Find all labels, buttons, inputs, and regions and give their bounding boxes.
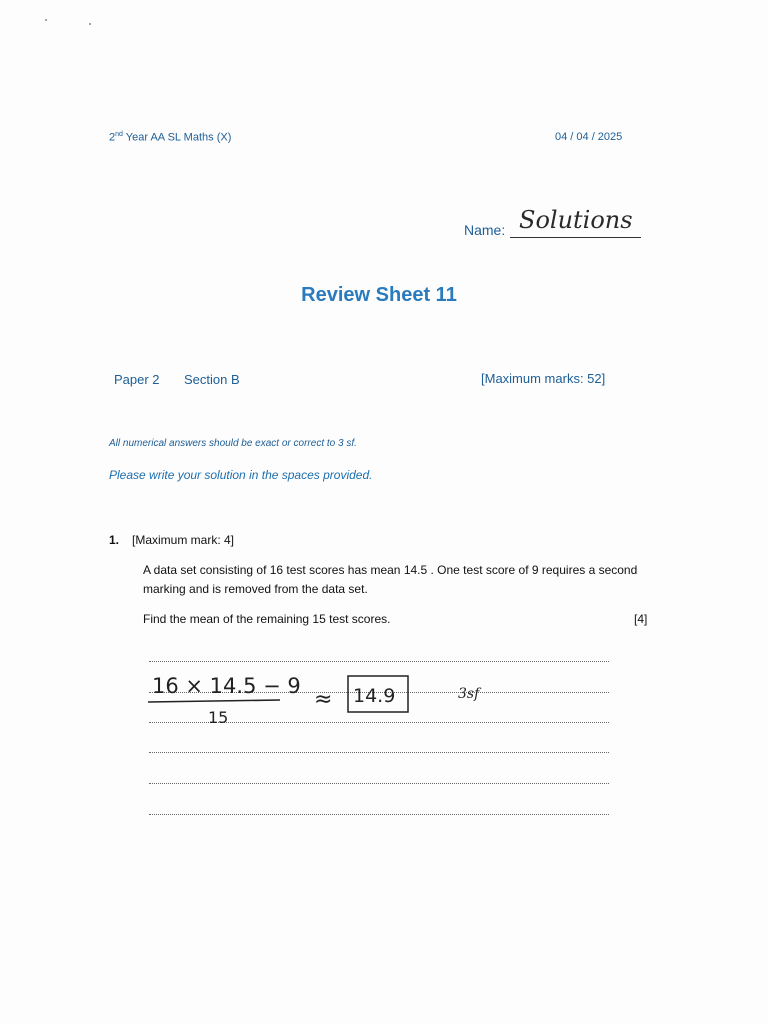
answer-line [149, 752, 609, 753]
instruction-space: Please write your solution in the spaces provided. [109, 468, 373, 482]
handwritten-solution [140, 660, 500, 730]
question-task: Find the mean of the remaining 15 test scores. [143, 612, 391, 626]
max-marks-label: [Maximum marks: 52] [481, 371, 606, 386]
question-max-mark: [Maximum mark: 4] [132, 533, 235, 547]
solution-answer: 14.9 [353, 685, 396, 707]
date: 04 / 04 / 2025 [555, 131, 623, 143]
name-line [510, 237, 641, 238]
answer-line [149, 783, 609, 784]
question-marks: [4] [634, 612, 648, 626]
scan-speck [45, 19, 47, 21]
instruction-precision: All numerical answers should be exact or correct to 3 sf. [109, 438, 357, 449]
solution-numerator: 16 × 14.5 − 9 [152, 674, 301, 698]
page-title: Review Sheet 11 [301, 284, 457, 306]
scan-speck [89, 23, 91, 25]
name-handwriting [517, 200, 637, 236]
paper-label: Paper 2 [114, 372, 160, 387]
solution-denominator: 15 [208, 708, 229, 727]
course-header: 2nd Year AA SL Maths (X) [109, 131, 232, 144]
sig-fig-note: 3sf [458, 686, 480, 702]
fraction-bar [148, 700, 280, 702]
section-label: Section B [184, 372, 240, 387]
svg-text:Solutions: Solutions [519, 206, 633, 234]
question-number: 1. [109, 533, 120, 547]
name-label: Name: [464, 222, 506, 238]
answer-line [149, 814, 609, 815]
approx-symbol: ≈ [314, 687, 333, 712]
question-text: A data set consisting of 16 test scores has mean 14.5 . One test score of 9 requires a second marking and is removed from the data set. [143, 563, 638, 596]
